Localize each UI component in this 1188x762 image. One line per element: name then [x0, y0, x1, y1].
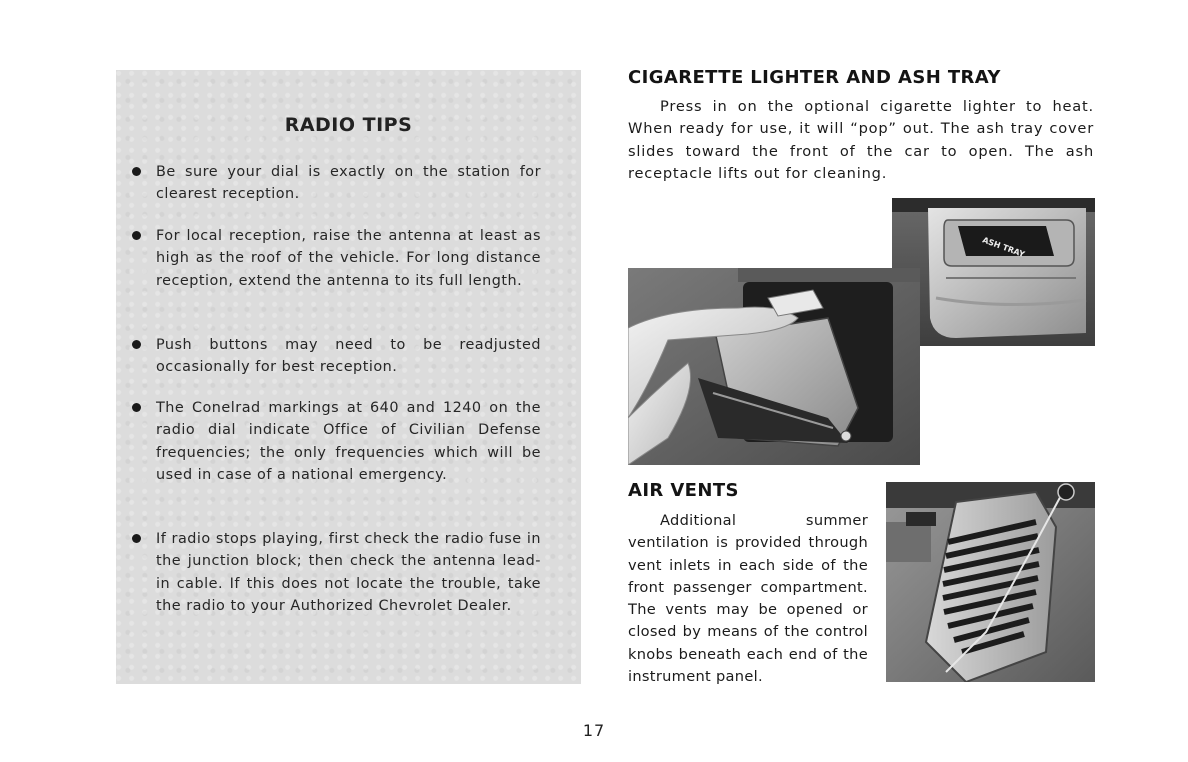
radio-tip-text: If radio stops playing, first check the radio fuse in the junction block; then check the antenna lead-in cable. If this does not locate the trouble, take the radio to your Authorized Chevrolet Dealer.	[156, 531, 541, 614]
cigarette-body-text: Press in on the optional cigarette lighter to heat. When ready for use, it will “pop” out. The ash tray cover slides toward the front of the car to open. The ash receptacle lifts out for cleaning.	[628, 98, 1094, 182]
air-vents-body	[628, 510, 868, 688]
radio-tip-text: For local reception, raise the antenna at least as high as the roof of the vehicle. For long distance reception, extend the antenna to its full length.	[156, 228, 541, 289]
ash-tray-removal-photo	[628, 268, 920, 465]
radio-tip-text: Push buttons may need to be readjusted occasionally for best reception.	[156, 337, 541, 376]
radio-tip-4	[156, 397, 541, 486]
bullet-icon	[132, 534, 141, 543]
radio-tip-text: Be sure your dial is exactly on the station for clearest reception.	[156, 164, 541, 203]
bullet-icon	[132, 231, 141, 240]
radio-tip-text: The Conelrad markings at 640 and 1240 on the radio dial indicate Office of Civilian Defense frequencies; the only frequencies which will be used in case of a national emergency.	[156, 400, 541, 483]
radio-tips-title: RADIO TIPS	[284, 114, 413, 136]
air-vents-body-text: Additional summer ventilation is provided through vent inlets in each side of the front passenger compartment. The vents may be opened or closed by means of the control knobs beneath each end of the instrument panel.	[628, 512, 868, 686]
radio-tip-2	[156, 225, 541, 292]
page-number: 17	[582, 721, 606, 740]
cigarette-section-heading: CIGARETTE LIGHTER AND ASH TRAY	[628, 67, 1001, 88]
cigarette-section-body	[628, 96, 1094, 185]
radio-tip-5	[156, 528, 541, 617]
radio-tip-3	[156, 334, 541, 379]
bullet-icon	[132, 340, 141, 349]
air-vent-photo	[886, 482, 1095, 682]
radio-tip-1	[156, 161, 541, 206]
bullet-icon	[132, 167, 141, 176]
ash-tray-label: ASH TRAY	[981, 235, 1026, 260]
bullet-icon	[132, 403, 141, 412]
air-vents-heading: AIR VENTS	[628, 480, 739, 501]
radio-tips-box	[116, 70, 581, 684]
